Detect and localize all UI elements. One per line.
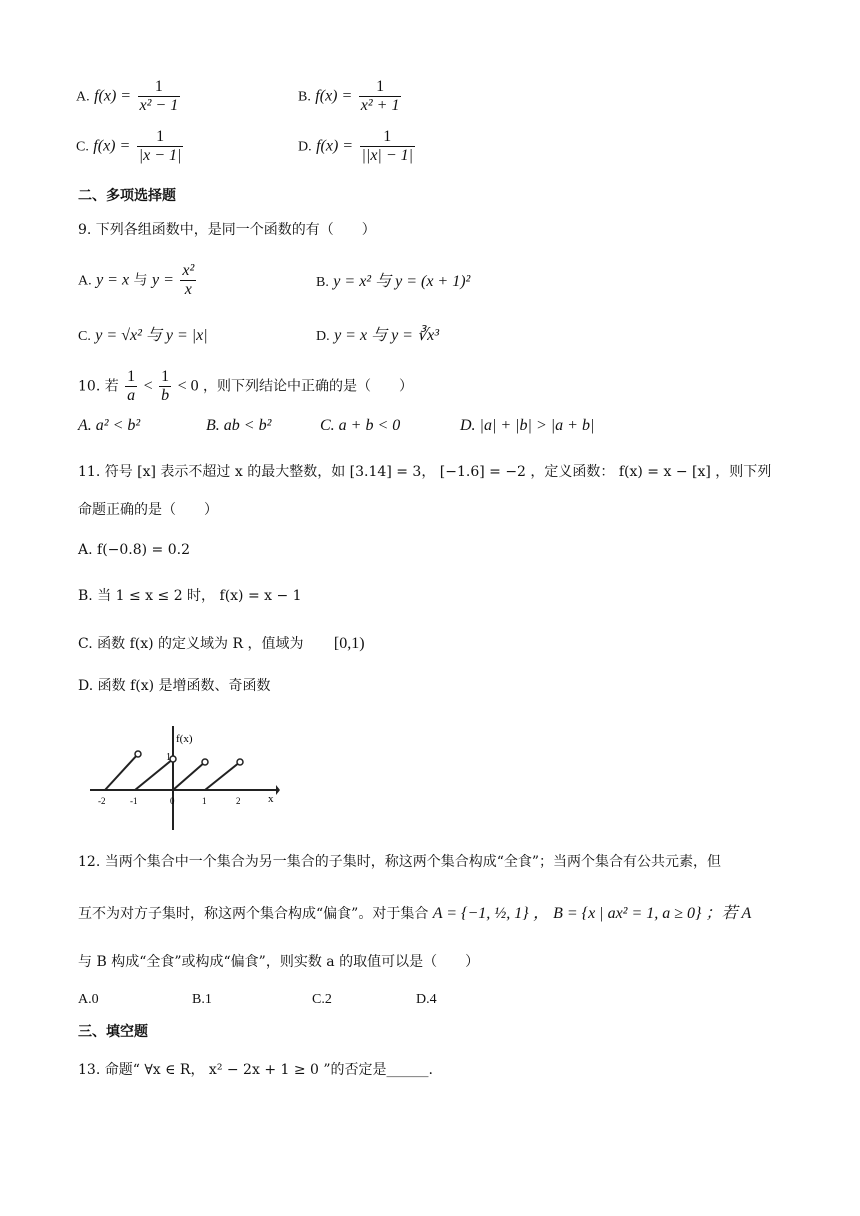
option-label: C. [78,329,91,344]
q12-option-c: C.2 [312,992,332,1007]
expression: y = x [96,271,130,289]
denominator: x² − 1 [139,97,179,114]
q9-option-a [78,262,198,299]
numerator: 1 [138,78,181,97]
set-a: A = {−1, ½, 1} [432,905,529,922]
q12-stem-line1: 12. 当两个集合中一个集合为另一集合的子集时，称这两个集合构成“全食”；当两个集合有公共元素，但 [78,854,722,870]
q11-option-b: B. 当 1 ≤ x ≤ 2 时， f(x) = x − 1 [78,588,302,604]
expression: y = x 与 y = ∛x³ [334,327,440,344]
q11-option-d: D. 函数 f(x) 是增函数、奇函数 [78,678,271,694]
numerator: 1 [359,78,402,97]
q9-option-b [316,272,470,293]
open-endpoint [237,759,243,765]
connector-text: 与 [133,272,148,289]
function-expression: f(x) = [94,87,132,105]
q12-option-b: B.1 [192,992,212,1007]
operator: < [143,377,153,395]
q8-option-a [76,78,182,115]
y-axis-label: f(x) [176,733,193,745]
floor-fraction-graph [80,712,280,832]
option-text: C. 函数 f(x) 的定义域为 R ，值域为 [78,636,304,652]
function-expression: f(x) = [315,87,353,105]
q9-option-d [316,326,439,347]
numerator: 1 [127,368,136,385]
option-label: D. [316,329,330,344]
q8-option-d [298,128,417,165]
fraction [138,78,181,115]
q11-stem-line1: 11. 符号 [x] 表示不超过 x 的最大整数，如 [3.14] = 3， [−1.6] = −2 ，定义函数： f(x) = x − [x] ，则下列 [78,464,772,480]
q12-stem-line2 [78,904,751,924]
option-label: B. [298,89,311,105]
q12-stem-line3: 与 B 构成“全食”或构成“偏食”，则实数 a 的取值可以是（ ） [78,954,480,970]
q9-stem: 9. 下列各组函数中，是同一个函数的有（ ） [78,222,376,238]
open-endpoint [135,751,141,757]
denominator: ||x| − 1| [361,147,414,164]
x-tick-label: -1 [130,796,138,806]
x-axis-arrow [276,785,280,795]
q11-stem-line2: 命题正确的是（ ） [78,502,218,518]
numerator: x² [182,262,195,279]
y-tick-label: 1 [166,752,171,763]
set-b: ， B = {x | ax² = 1, a ≥ 0} ；若 A [533,905,752,922]
expression: y = [151,271,174,289]
q11-option-c [78,634,365,654]
section-title-fill-blank: 三、填空题 [78,1024,148,1040]
numerator: 1 [137,128,184,147]
q9-option-c [78,326,208,347]
x-tick-label: 2 [236,796,241,806]
graph-segment [173,762,205,790]
stem-text: 10. 若 [78,378,119,395]
q11-option-a: A. f(−0.8) = 0.2 [78,542,191,558]
fraction [125,368,137,405]
q8-option-c [76,128,185,165]
graph-segment [105,754,138,790]
fraction [360,128,416,165]
open-endpoint [202,759,208,765]
q13-stem: 13. 命题“ ∀x ∈ R， x² − 2x + 1 ≥ 0 ”的否定是______. [78,1062,433,1078]
denominator: a [127,387,136,404]
fraction [159,368,171,405]
graph-segment [205,762,240,790]
q10-option-c: C. a + b < 0 [320,417,401,434]
fraction [359,78,402,115]
option-label: C. [76,139,89,155]
x-tick-label: 1 [202,796,207,806]
q8-option-b [298,78,403,115]
condition: < 0 [177,377,199,395]
function-expression: f(x) = [93,137,131,155]
graph-segment [135,759,173,790]
option-label: D. [298,139,312,155]
range-interval: [0,1) [333,635,365,652]
option-label: A. [76,89,90,105]
numerator: 1 [360,128,416,147]
function-expression: f(x) = [316,137,354,155]
q10-option-a: A. a² < b² [78,417,141,434]
stem-text: 互不为对方子集时，称这两个集合构成“偏食”。对于集合 [78,906,429,922]
q12-option-d: D.4 [416,992,437,1007]
denominator: x [184,281,192,298]
numerator: 1 [161,368,170,385]
q10-stem [78,368,413,405]
x-tick-label: -2 [98,796,106,806]
denominator: |x − 1| [138,147,182,164]
q10-option-d: D. |a| + |b| > |a + b| [460,417,595,434]
fraction [137,128,184,165]
denominator: x² + 1 [360,97,400,114]
q10-option-b: B. ab < b² [206,417,272,434]
stem-text: ，则下列结论中正确的是（ ） [203,378,414,395]
q12-option-a: A.0 [78,992,99,1007]
expression: y = √x² 与 y = |x| [95,327,208,344]
section-title-multiple-choice: 二、多项选择题 [78,188,176,204]
fraction [180,262,196,299]
denominator: b [161,387,170,404]
option-label: B. [316,275,329,290]
x-tick-label: 0 [170,796,175,806]
expression: y = x² 与 y = (x + 1)² [333,273,471,290]
x-axis-label: x [268,793,274,805]
option-label: A. [78,273,92,289]
